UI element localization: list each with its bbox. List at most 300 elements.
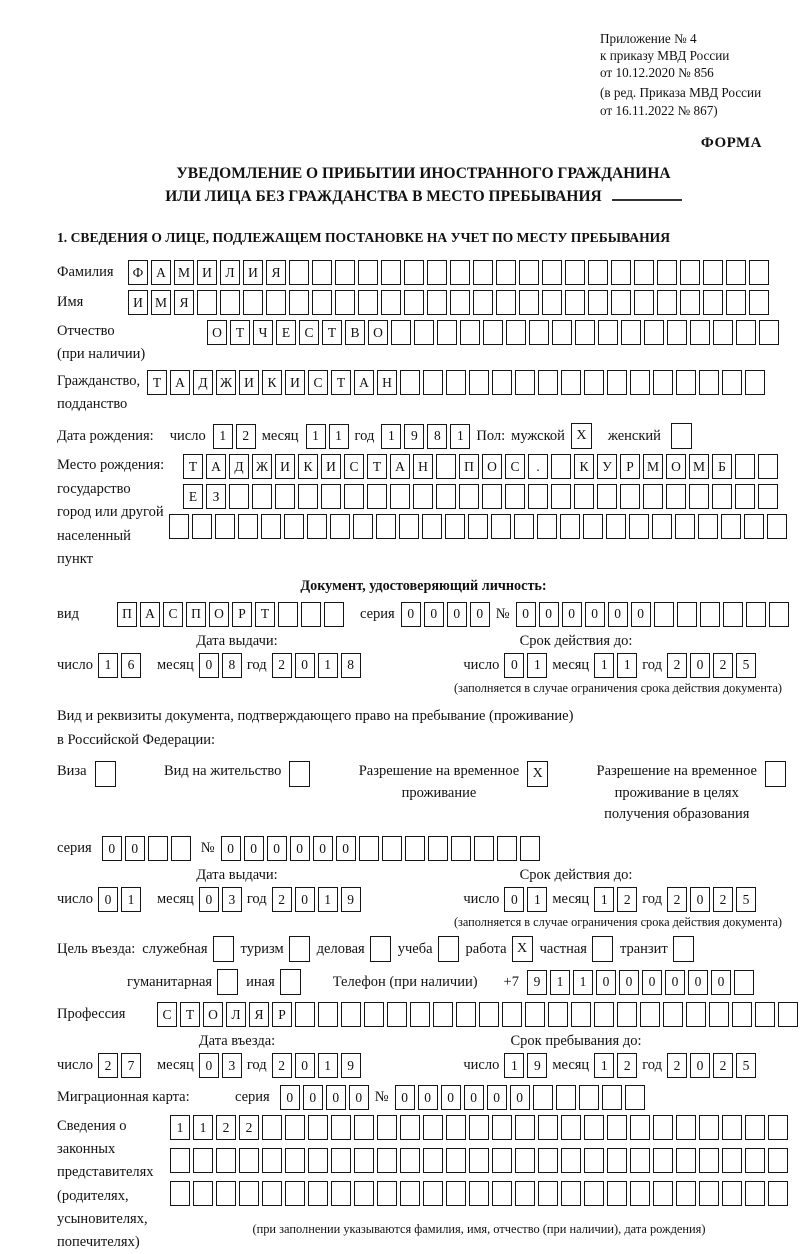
- purpose-study-checkbox[interactable]: [438, 936, 459, 962]
- char-cell[interactable]: С: [157, 1002, 177, 1027]
- char-cell[interactable]: 1: [318, 653, 338, 678]
- char-cell[interactable]: 0: [199, 887, 219, 912]
- char-cell[interactable]: [712, 484, 732, 509]
- char-cell[interactable]: [445, 514, 465, 539]
- char-cell[interactable]: [759, 320, 779, 345]
- char-cell[interactable]: [529, 320, 549, 345]
- char-cell[interactable]: Ч: [253, 320, 273, 345]
- residence-permit-checkbox[interactable]: [289, 761, 310, 787]
- char-cell[interactable]: [768, 1181, 788, 1206]
- char-cell[interactable]: 0: [510, 1085, 530, 1110]
- char-cell[interactable]: 0: [295, 1053, 315, 1078]
- char-cell[interactable]: И: [243, 260, 263, 285]
- char-cell[interactable]: О: [209, 602, 229, 627]
- char-cell[interactable]: [699, 1181, 719, 1206]
- char-cell[interactable]: [579, 1085, 599, 1110]
- char-cell[interactable]: [621, 320, 641, 345]
- female-checkbox[interactable]: [671, 423, 692, 449]
- char-cell[interactable]: 3: [222, 1053, 242, 1078]
- char-cell[interactable]: [768, 1115, 788, 1140]
- char-cell[interactable]: 0: [401, 602, 421, 627]
- char-cell[interactable]: [312, 290, 332, 315]
- char-cell[interactable]: 0: [690, 653, 710, 678]
- char-cell[interactable]: 1: [213, 424, 233, 449]
- char-cell[interactable]: 1: [170, 1115, 190, 1140]
- char-cell[interactable]: [726, 290, 746, 315]
- char-cell[interactable]: [767, 514, 787, 539]
- char-cell[interactable]: [469, 1181, 489, 1206]
- char-cell[interactable]: [519, 290, 539, 315]
- char-cell[interactable]: [381, 290, 401, 315]
- char-cell[interactable]: [405, 836, 425, 861]
- char-cell[interactable]: М: [689, 454, 709, 479]
- char-cell[interactable]: 0: [470, 602, 490, 627]
- char-cell[interactable]: [446, 1181, 466, 1206]
- char-cell[interactable]: [538, 1148, 558, 1173]
- char-cell[interactable]: [653, 370, 673, 395]
- char-cell[interactable]: [575, 320, 595, 345]
- char-cell[interactable]: [331, 1148, 351, 1173]
- char-cell[interactable]: [745, 1115, 765, 1140]
- char-cell[interactable]: [520, 836, 540, 861]
- char-cell[interactable]: 0: [562, 602, 582, 627]
- char-cell[interactable]: [667, 320, 687, 345]
- char-cell[interactable]: [690, 320, 710, 345]
- char-cell[interactable]: [496, 260, 516, 285]
- char-cell[interactable]: [755, 1002, 775, 1027]
- char-cell[interactable]: 1: [121, 887, 141, 912]
- char-cell[interactable]: [376, 514, 396, 539]
- char-cell[interactable]: 0: [619, 970, 639, 995]
- char-cell[interactable]: 0: [102, 836, 122, 861]
- char-cell[interactable]: [497, 836, 517, 861]
- char-cell[interactable]: [193, 1181, 213, 1206]
- char-cell[interactable]: 0: [295, 653, 315, 678]
- char-cell[interactable]: 9: [527, 1053, 547, 1078]
- char-cell[interactable]: [571, 1002, 591, 1027]
- char-cell[interactable]: 0: [395, 1085, 415, 1110]
- char-cell[interactable]: [676, 1115, 696, 1140]
- char-cell[interactable]: [423, 1148, 443, 1173]
- char-cell[interactable]: [492, 1115, 512, 1140]
- char-cell[interactable]: У: [597, 454, 617, 479]
- char-cell[interactable]: [736, 320, 756, 345]
- char-cell[interactable]: М: [151, 290, 171, 315]
- char-cell[interactable]: А: [354, 370, 374, 395]
- char-cell[interactable]: Р: [620, 454, 640, 479]
- char-cell[interactable]: [262, 1181, 282, 1206]
- char-cell[interactable]: К: [262, 370, 282, 395]
- char-cell[interactable]: [451, 836, 471, 861]
- char-cell[interactable]: 0: [596, 970, 616, 995]
- char-cell[interactable]: [525, 1002, 545, 1027]
- char-cell[interactable]: [625, 1085, 645, 1110]
- char-cell[interactable]: [676, 1181, 696, 1206]
- char-cell[interactable]: П: [117, 602, 137, 627]
- char-cell[interactable]: [680, 260, 700, 285]
- char-cell[interactable]: [192, 514, 212, 539]
- char-cell[interactable]: Я: [266, 260, 286, 285]
- char-cell[interactable]: [289, 260, 309, 285]
- char-cell[interactable]: [446, 370, 466, 395]
- char-cell[interactable]: [611, 290, 631, 315]
- char-cell[interactable]: 0: [336, 836, 356, 861]
- char-cell[interactable]: [391, 320, 411, 345]
- char-cell[interactable]: [561, 370, 581, 395]
- char-cell[interactable]: [561, 1115, 581, 1140]
- char-cell[interactable]: [630, 1181, 650, 1206]
- char-cell[interactable]: [537, 514, 557, 539]
- char-cell[interactable]: Р: [232, 602, 252, 627]
- char-cell[interactable]: [377, 1115, 397, 1140]
- char-cell[interactable]: [744, 514, 764, 539]
- char-cell[interactable]: 0: [349, 1085, 369, 1110]
- char-cell[interactable]: [295, 1002, 315, 1027]
- temp-residence-edu-checkbox[interactable]: [765, 761, 786, 787]
- char-cell[interactable]: 9: [341, 887, 361, 912]
- char-cell[interactable]: 0: [642, 970, 662, 995]
- char-cell[interactable]: 2: [617, 887, 637, 912]
- char-cell[interactable]: [473, 290, 493, 315]
- char-cell[interactable]: [675, 514, 695, 539]
- char-cell[interactable]: [666, 484, 686, 509]
- char-cell[interactable]: [331, 1115, 351, 1140]
- char-cell[interactable]: 0: [665, 970, 685, 995]
- char-cell[interactable]: [634, 290, 654, 315]
- char-cell[interactable]: [474, 836, 494, 861]
- char-cell[interactable]: С: [308, 370, 328, 395]
- char-cell[interactable]: [598, 320, 618, 345]
- char-cell[interactable]: [653, 1148, 673, 1173]
- temp-residence-checkbox[interactable]: X: [527, 761, 548, 787]
- char-cell[interactable]: 0: [690, 887, 710, 912]
- char-cell[interactable]: 0: [711, 970, 731, 995]
- char-cell[interactable]: [533, 1085, 553, 1110]
- char-cell[interactable]: [653, 1181, 673, 1206]
- char-cell[interactable]: [446, 1148, 466, 1173]
- char-cell[interactable]: З: [206, 484, 226, 509]
- char-cell[interactable]: [597, 484, 617, 509]
- char-cell[interactable]: [551, 484, 571, 509]
- char-cell[interactable]: 9: [404, 424, 424, 449]
- purpose-humanitarian-checkbox[interactable]: [217, 969, 238, 995]
- char-cell[interactable]: [769, 602, 789, 627]
- char-cell[interactable]: А: [140, 602, 160, 627]
- char-cell[interactable]: Я: [249, 1002, 269, 1027]
- char-cell[interactable]: [713, 320, 733, 345]
- char-cell[interactable]: [450, 290, 470, 315]
- char-cell[interactable]: 1: [450, 424, 470, 449]
- char-cell[interactable]: 1: [98, 653, 118, 678]
- char-cell[interactable]: [427, 290, 447, 315]
- char-cell[interactable]: [663, 1002, 683, 1027]
- char-cell[interactable]: 0: [244, 836, 264, 861]
- char-cell[interactable]: [699, 1148, 719, 1173]
- char-cell[interactable]: [703, 260, 723, 285]
- char-cell[interactable]: О: [368, 320, 388, 345]
- char-cell[interactable]: 1: [504, 1053, 524, 1078]
- char-cell[interactable]: 0: [516, 602, 536, 627]
- char-cell[interactable]: П: [186, 602, 206, 627]
- char-cell[interactable]: 2: [272, 653, 292, 678]
- char-cell[interactable]: [565, 260, 585, 285]
- char-cell[interactable]: [331, 1181, 351, 1206]
- char-cell[interactable]: 1: [617, 653, 637, 678]
- char-cell[interactable]: 1: [550, 970, 570, 995]
- char-cell[interactable]: [617, 1002, 637, 1027]
- char-cell[interactable]: [197, 290, 217, 315]
- char-cell[interactable]: [726, 260, 746, 285]
- char-cell[interactable]: [335, 260, 355, 285]
- char-cell[interactable]: С: [299, 320, 319, 345]
- char-cell[interactable]: 0: [487, 1085, 507, 1110]
- char-cell[interactable]: 0: [199, 653, 219, 678]
- char-cell[interactable]: [768, 1148, 788, 1173]
- char-cell[interactable]: 2: [617, 1053, 637, 1078]
- char-cell[interactable]: [423, 1181, 443, 1206]
- char-cell[interactable]: [399, 514, 419, 539]
- char-cell[interactable]: 0: [221, 836, 241, 861]
- char-cell[interactable]: [433, 1002, 453, 1027]
- char-cell[interactable]: 0: [424, 602, 444, 627]
- char-cell[interactable]: 8: [427, 424, 447, 449]
- char-cell[interactable]: [538, 1181, 558, 1206]
- char-cell[interactable]: [722, 1148, 742, 1173]
- char-cell[interactable]: [387, 1002, 407, 1027]
- char-cell[interactable]: [607, 370, 627, 395]
- char-cell[interactable]: [652, 514, 672, 539]
- char-cell[interactable]: Т: [230, 320, 250, 345]
- char-cell[interactable]: Т: [322, 320, 342, 345]
- char-cell[interactable]: 2: [98, 1053, 118, 1078]
- char-cell[interactable]: 0: [464, 1085, 484, 1110]
- char-cell[interactable]: [574, 484, 594, 509]
- char-cell[interactable]: [427, 260, 447, 285]
- char-cell[interactable]: [377, 1181, 397, 1206]
- char-cell[interactable]: Д: [193, 370, 213, 395]
- char-cell[interactable]: 1: [318, 1053, 338, 1078]
- char-cell[interactable]: 0: [280, 1085, 300, 1110]
- char-cell[interactable]: [469, 1148, 489, 1173]
- char-cell[interactable]: [620, 484, 640, 509]
- char-cell[interactable]: 0: [585, 602, 605, 627]
- char-cell[interactable]: [630, 370, 650, 395]
- char-cell[interactable]: [745, 1148, 765, 1173]
- char-cell[interactable]: [330, 514, 350, 539]
- char-cell[interactable]: Н: [377, 370, 397, 395]
- char-cell[interactable]: [552, 320, 572, 345]
- char-cell[interactable]: [422, 514, 442, 539]
- char-cell[interactable]: [436, 484, 456, 509]
- char-cell[interactable]: [723, 602, 743, 627]
- char-cell[interactable]: [437, 320, 457, 345]
- char-cell[interactable]: [584, 1115, 604, 1140]
- char-cell[interactable]: Р: [272, 1002, 292, 1027]
- char-cell[interactable]: [239, 1148, 259, 1173]
- char-cell[interactable]: [709, 1002, 729, 1027]
- char-cell[interactable]: [400, 370, 420, 395]
- char-cell[interactable]: [367, 484, 387, 509]
- char-cell[interactable]: [261, 514, 281, 539]
- char-cell[interactable]: [344, 484, 364, 509]
- char-cell[interactable]: [514, 514, 534, 539]
- char-cell[interactable]: Д: [229, 454, 249, 479]
- char-cell[interactable]: [745, 370, 765, 395]
- char-cell[interactable]: [492, 370, 512, 395]
- purpose-business-checkbox[interactable]: [370, 936, 391, 962]
- char-cell[interactable]: [170, 1181, 190, 1206]
- char-cell[interactable]: [216, 1148, 236, 1173]
- char-cell[interactable]: Ж: [216, 370, 236, 395]
- char-cell[interactable]: [359, 836, 379, 861]
- char-cell[interactable]: А: [390, 454, 410, 479]
- char-cell[interactable]: 0: [313, 836, 333, 861]
- char-cell[interactable]: [148, 836, 168, 861]
- char-cell[interactable]: 2: [713, 1053, 733, 1078]
- char-cell[interactable]: [594, 1002, 614, 1027]
- char-cell[interactable]: [630, 1148, 650, 1173]
- char-cell[interactable]: 1: [527, 887, 547, 912]
- char-cell[interactable]: А: [170, 370, 190, 395]
- char-cell[interactable]: [505, 484, 525, 509]
- char-cell[interactable]: 0: [539, 602, 559, 627]
- char-cell[interactable]: 0: [326, 1085, 346, 1110]
- char-cell[interactable]: 6: [121, 653, 141, 678]
- char-cell[interactable]: [657, 290, 677, 315]
- char-cell[interactable]: .: [528, 454, 548, 479]
- char-cell[interactable]: [358, 290, 378, 315]
- char-cell[interactable]: С: [163, 602, 183, 627]
- visa-checkbox[interactable]: [95, 761, 116, 787]
- char-cell[interactable]: [542, 260, 562, 285]
- char-cell[interactable]: 0: [690, 1053, 710, 1078]
- char-cell[interactable]: О: [207, 320, 227, 345]
- char-cell[interactable]: [460, 320, 480, 345]
- char-cell[interactable]: А: [151, 260, 171, 285]
- char-cell[interactable]: [298, 484, 318, 509]
- char-cell[interactable]: Т: [331, 370, 351, 395]
- char-cell[interactable]: [335, 290, 355, 315]
- char-cell[interactable]: Т: [180, 1002, 200, 1027]
- char-cell[interactable]: 2: [216, 1115, 236, 1140]
- char-cell[interactable]: 1: [193, 1115, 213, 1140]
- char-cell[interactable]: [341, 1002, 361, 1027]
- char-cell[interactable]: 0: [631, 602, 651, 627]
- char-cell[interactable]: [285, 1115, 305, 1140]
- char-cell[interactable]: 0: [441, 1085, 461, 1110]
- char-cell[interactable]: [400, 1148, 420, 1173]
- char-cell[interactable]: 2: [667, 887, 687, 912]
- char-cell[interactable]: [584, 370, 604, 395]
- char-cell[interactable]: [654, 602, 674, 627]
- char-cell[interactable]: М: [174, 260, 194, 285]
- char-cell[interactable]: [689, 484, 709, 509]
- char-cell[interactable]: 1: [306, 424, 326, 449]
- char-cell[interactable]: Е: [183, 484, 203, 509]
- char-cell[interactable]: [588, 290, 608, 315]
- char-cell[interactable]: [312, 260, 332, 285]
- char-cell[interactable]: Т: [255, 602, 275, 627]
- char-cell[interactable]: [364, 1002, 384, 1027]
- char-cell[interactable]: [542, 290, 562, 315]
- char-cell[interactable]: [479, 1002, 499, 1027]
- char-cell[interactable]: 1: [594, 1053, 614, 1078]
- char-cell[interactable]: [354, 1181, 374, 1206]
- char-cell[interactable]: [321, 484, 341, 509]
- char-cell[interactable]: Я: [174, 290, 194, 315]
- char-cell[interactable]: [515, 1148, 535, 1173]
- char-cell[interactable]: [262, 1148, 282, 1173]
- char-cell[interactable]: Т: [147, 370, 167, 395]
- char-cell[interactable]: [446, 1115, 466, 1140]
- char-cell[interactable]: [735, 454, 755, 479]
- char-cell[interactable]: [289, 290, 309, 315]
- char-cell[interactable]: [377, 1148, 397, 1173]
- char-cell[interactable]: [556, 1085, 576, 1110]
- char-cell[interactable]: [404, 290, 424, 315]
- char-cell[interactable]: П: [459, 454, 479, 479]
- char-cell[interactable]: 0: [504, 887, 524, 912]
- char-cell[interactable]: Е: [276, 320, 296, 345]
- char-cell[interactable]: 1: [318, 887, 338, 912]
- char-cell[interactable]: С: [505, 454, 525, 479]
- char-cell[interactable]: [469, 1115, 489, 1140]
- char-cell[interactable]: [229, 484, 249, 509]
- char-cell[interactable]: [630, 1115, 650, 1140]
- char-cell[interactable]: 1: [527, 653, 547, 678]
- char-cell[interactable]: И: [239, 370, 259, 395]
- char-cell[interactable]: 0: [98, 887, 118, 912]
- char-cell[interactable]: 2: [239, 1115, 259, 1140]
- char-cell[interactable]: 2: [236, 424, 256, 449]
- char-cell[interactable]: 2: [667, 1053, 687, 1078]
- char-cell[interactable]: 0: [418, 1085, 438, 1110]
- char-cell[interactable]: И: [321, 454, 341, 479]
- char-cell[interactable]: Ф: [128, 260, 148, 285]
- char-cell[interactable]: [382, 836, 402, 861]
- char-cell[interactable]: [193, 1148, 213, 1173]
- char-cell[interactable]: Н: [413, 454, 433, 479]
- purpose-official-checkbox[interactable]: [213, 936, 234, 962]
- char-cell[interactable]: [657, 260, 677, 285]
- char-cell[interactable]: И: [197, 260, 217, 285]
- char-cell[interactable]: Т: [183, 454, 203, 479]
- char-cell[interactable]: 7: [121, 1053, 141, 1078]
- char-cell[interactable]: [456, 1002, 476, 1027]
- char-cell[interactable]: [171, 836, 191, 861]
- char-cell[interactable]: [436, 454, 456, 479]
- char-cell[interactable]: 0: [125, 836, 145, 861]
- char-cell[interactable]: 3: [222, 887, 242, 912]
- char-cell[interactable]: [308, 1148, 328, 1173]
- char-cell[interactable]: Ж: [252, 454, 272, 479]
- char-cell[interactable]: [239, 1181, 259, 1206]
- char-cell[interactable]: [423, 370, 443, 395]
- char-cell[interactable]: [238, 514, 258, 539]
- char-cell[interactable]: [404, 260, 424, 285]
- char-cell[interactable]: [428, 836, 448, 861]
- char-cell[interactable]: [519, 260, 539, 285]
- char-cell[interactable]: [515, 1115, 535, 1140]
- char-cell[interactable]: [506, 320, 526, 345]
- char-cell[interactable]: [482, 484, 502, 509]
- char-cell[interactable]: [473, 260, 493, 285]
- char-cell[interactable]: [699, 370, 719, 395]
- char-cell[interactable]: Л: [226, 1002, 246, 1027]
- char-cell[interactable]: [611, 260, 631, 285]
- char-cell[interactable]: О: [203, 1002, 223, 1027]
- char-cell[interactable]: [722, 1181, 742, 1206]
